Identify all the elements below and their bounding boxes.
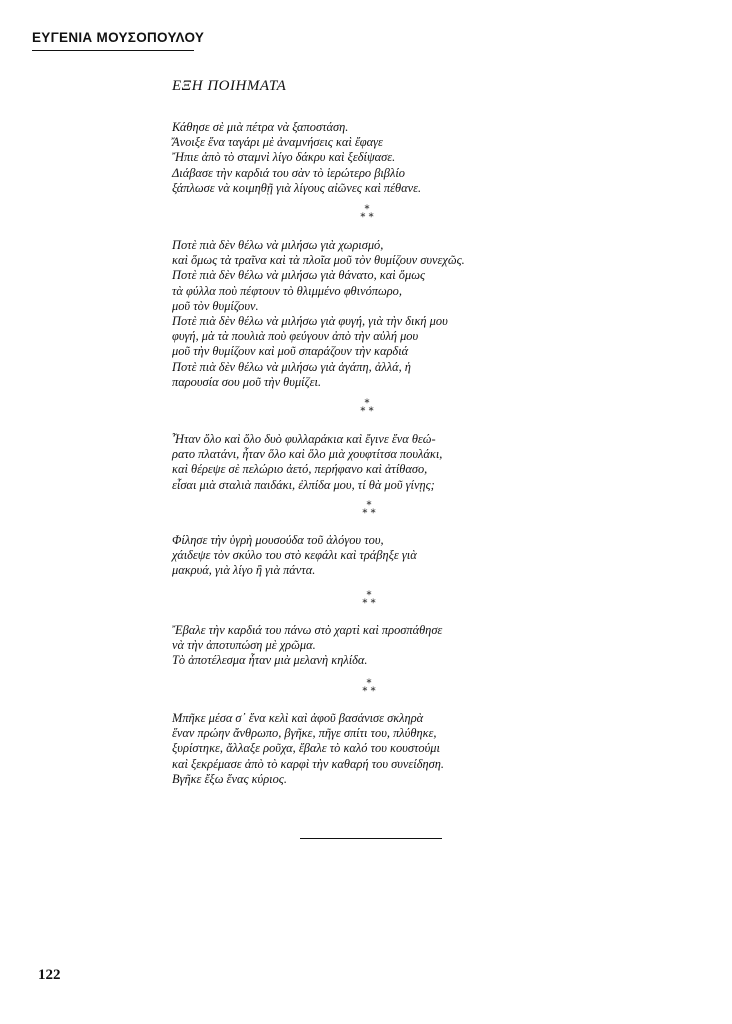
running-head-author: ΕΥΓΕΝΙΑ ΜΟΥΣΟΠΟΥΛΟΥ	[32, 30, 205, 45]
poem-line: Ἤπιε ἀπὸ τὸ σταμνὶ λίγο δάκρυ καὶ ξεδίψασε.	[172, 150, 396, 165]
poem-line: μοῦ τὸν θυμίζουν.	[172, 298, 259, 313]
poem-6	[172, 711, 552, 787]
poem-line: μακρυά, γιὰ λίγο ἢ γιὰ πάντα.	[172, 563, 316, 578]
poem-line: Ἄνοιξε ἕνα ταγάρι μὲ ἀναμνήσεις καὶ ἔφαγε	[172, 135, 383, 150]
poem-line: καὶ ὅμως τὰ τραῖνα καὶ τὰ πλοῖα μοῦ τὸν θυμίζουν συνεχῶς.	[172, 253, 465, 268]
poem-line: καὶ ξεκρέμασε ἀπὸ τὸ καρφὶ τὴν καθαρή του συνείδηση.	[172, 756, 445, 771]
poem-line: Τὸ ἀποτέλεσμα ἦταν μιὰ μελανὴ κηλίδα.	[172, 653, 368, 668]
poem-line: μοῦ τὴν θυμίζουν καὶ μοῦ σπαράζουν τὴν καρδιά	[172, 344, 409, 359]
poem-3	[172, 432, 552, 493]
poem-line: Κάθησε σὲ μιὰ πέτρα νὰ ξαποστάση.	[172, 120, 349, 134]
poem-cycle-title: ΕΞΗ ΠΟΙΗΜΑΤΑ	[172, 78, 287, 94]
poem-4	[172, 533, 552, 579]
poem-line: καὶ θέρεψε σὲ πελώριο ἀετό, περήφανο καὶ ἀτίθασο,	[172, 462, 428, 477]
poem-line: ρατο πλατάνι, ἦταν ὅλο καὶ ὅλο μιὰ χουφτίτσα πουλάκι,	[172, 447, 443, 462]
poem-5	[172, 623, 552, 669]
section-asterism: * * *	[362, 590, 376, 609]
poem-2	[172, 238, 552, 390]
poem-line: Ποτὲ πιὰ δὲν θέλω νὰ μιλήσω γιὰ θάνατο, καὶ ὅμως	[172, 268, 425, 283]
poem-line: Διάβασε τὴν καρδιά του σὰν τὸ ἱερώτερο βιβλίο	[172, 165, 405, 180]
poem-line: χάιδεψε τὸν σκύλο του στὸ κεφάλι καὶ τράβηξε γιὰ	[172, 548, 417, 563]
poem-line: εἶσαι μιὰ σταλιὰ παιδάκι, ἐλπίδα μου, τί θὰ μοῦ γίνῃς;	[172, 477, 435, 492]
poem-line: ξυρίστηκε, ἄλλαξε ροῦχα, ἔβαλε τὸ καλό του κουστούμι	[172, 741, 440, 756]
section-asterism: * * *	[360, 204, 374, 223]
end-rule	[300, 838, 442, 839]
running-head-rule	[32, 50, 194, 51]
poem-line: Ποτὲ πιὰ δὲν θέλω νὰ μιλήσω γιὰ χωρισμό,	[172, 238, 384, 252]
poem-line: ἕναν πρώην ἄνθρωπο, βγῆκε, πῆγε σπίτι του, πλύθηκε,	[172, 726, 437, 741]
section-asterism: * * *	[362, 500, 376, 519]
section-asterism: * * *	[360, 398, 374, 417]
poem-line: παρουσία σου μοῦ τὴν θυμίζει.	[172, 374, 322, 389]
page-number: 122	[38, 967, 61, 983]
poem-line: Μπῆκε μέσα σ᾽ ἕνα κελὶ καὶ ἀφοῦ βασάνισε σκληρὰ	[172, 711, 424, 725]
poem-line: τὰ φύλλα ποὺ πέφτουν τὸ θλιμμένο φθινόπωρο,	[172, 283, 402, 298]
poem-line: Ἔβαλε τὴν καρδιά του πάνω στὸ χαρτὶ καὶ προσπάθησε	[172, 623, 443, 637]
poem-line: φυγή, μὰ τὰ πουλιὰ ποὺ φεύγουν ἀπὸ τὴν αὐλή μου	[172, 329, 419, 344]
poem-line: Ποτὲ πιὰ δὲν θέλω νὰ μιλήσω γιὰ φυγή, γιὰ τὴν δική μου	[172, 314, 448, 329]
poem-line: Βγῆκε ἔξω ἕνας κύριος.	[172, 771, 287, 786]
poem-line: Ποτὲ πιὰ δὲν θέλω νὰ μιλήσω γιὰ ἀγάπη, ἀλλά, ἡ	[172, 359, 411, 374]
poem-line: ξάπλωσε νὰ κοιμηθῇ γιὰ λίγους αἰῶνες καὶ πέθανε.	[172, 180, 422, 195]
poem-line: Ἦταν ὅλο καὶ ὅλο δυὸ φυλλαράκια καὶ ἔγινε ἕνα θεώ-	[172, 432, 436, 446]
poem-line: νὰ τὴν ἀποτυπώση μὲ χρῶμα.	[172, 638, 316, 653]
poem-1	[172, 120, 552, 196]
section-asterism: * * *	[362, 678, 376, 697]
poem-line: Φίλησε τὴν ὑγρὴ μουσούδα τοῦ ἀλόγου του,	[172, 533, 384, 547]
